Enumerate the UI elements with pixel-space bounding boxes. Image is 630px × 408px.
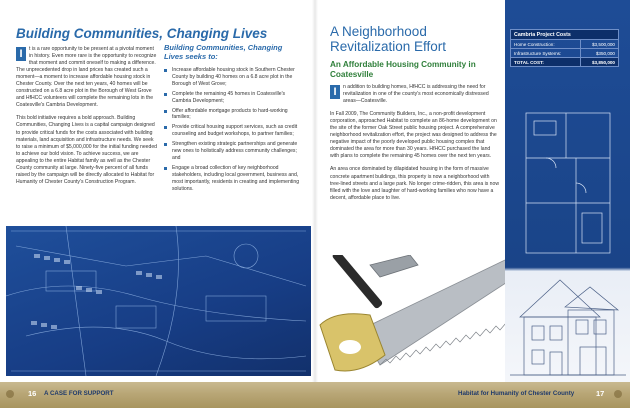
cost-label: Home Construction:: [511, 40, 581, 49]
right-para-3: An area once dominated by dilapidated housing in the form of massive concrete apartment buildings, this property is now a neighborhood with tree-lined streets and a large park. No longer crime-ridden, this area is now filled with the love and laughter of hard-working families who now have a decent, affordable place to live.: [330, 166, 500, 201]
costs-table-title: Cambria Project Costs: [511, 30, 619, 40]
left-footer-title: A CASE FOR SUPPORT: [44, 390, 114, 397]
table-row: [511, 49, 619, 58]
bullet-item: Engage a broad collection of key neighborhood stakeholders, including local government, business and, most importantly, residents in creating and implementing solutions.: [164, 165, 304, 193]
right-heading: A Neighborhood Revitalization Effort: [330, 24, 447, 54]
right-para-2: In Fall 2009, The Community Builders, Inc., a non-profit development corporation, approached Habitat to complete an 86-home development on the site of the former Oak Street public housing project. A comprehensive neighborhood revitalization effort, the project was designed to address the negative impact of the poorly developed public housing complex that dominated the area for more than 30 years. HfHCC purchased the land with plans to complete the remaining 45 homes over the next ten years.: [330, 111, 497, 160]
bullet-item: Increase affordable housing stock in Southern Chester County by building 40 homes on a 6.8 acre plot in the Borough of West Grove;: [164, 67, 304, 88]
right-dropcap: I: [330, 85, 340, 99]
floor-plan-image: [516, 103, 622, 263]
bullet-item: Complete the remaining 45 homes in Coatesville's Cambria Development;: [164, 91, 304, 105]
house-elevation-drawing: [510, 262, 626, 380]
right-subheading: An Affordable Housing Community in Coatesville: [330, 60, 476, 79]
sidebar-heading: Building Communities, Changing Lives seeks to:: [164, 43, 283, 61]
left-para-1-text: t is a rare opportunity to be present at a pivotal moment in history. Even more rare is the opportunity to recognize that moment and commit oneself to making a difference. The unprecedented drop in land prices has created such a moment—a moment to increase affordable housing stock in Chester County. Over the next ten years, 40 homes will be constructed on a 6.8 acre plot in the Borough of West Grove and HfHCC volunteers will complete the remaining lots in the Coatesville's Cambria Development.: [16, 46, 157, 109]
table-row-total: [511, 58, 619, 67]
hammer-head-icon: [370, 255, 418, 277]
total-amount: $3,850,000: [580, 58, 618, 67]
cost-amount: $350,000: [580, 49, 618, 58]
cost-amount: $3,500,000: [580, 40, 618, 49]
left-page-number: 16: [28, 388, 37, 398]
hammer-handle-icon: [331, 255, 383, 309]
left-body: [16, 46, 158, 192]
total-label: TOTAL COST:: [511, 58, 581, 67]
project-costs-table: [510, 29, 619, 67]
wood-knot-icon: [6, 390, 14, 398]
bullet-item: Strengthen existing strategic partnerships and generate new ones to holistically address community challenges; and: [164, 141, 304, 162]
footer-wood-bar: [0, 382, 630, 408]
left-para-1: [16, 46, 158, 109]
right-page-number: 17: [596, 388, 605, 398]
left-para-2: This bold initiative requires a bold approach. Building Communities, Changing Lives is a capital campaign designed to provide critical funds for the costs associated with building materials, land acquisition and infrastructure needs. We seek to raise a minimum of $5,000,000 for the initial funding needed to achieve our bold vision. To achieve success, we are appealing to the entire Habitat family as well as the Chester County community at large. Ninety-five percent of all funds raised by the campaign will be directly allocated to Habitat for Humanity of Chester County's Construction Program.: [16, 115, 158, 185]
right-body: [330, 84, 500, 208]
bullet-item: Offer affordable mortgage products to hard-working families;: [164, 108, 304, 122]
left-heading: Building Communities, Changing Lives: [16, 26, 268, 41]
sidebar-bullet-list: [164, 67, 304, 196]
left-dropcap: I: [16, 47, 26, 61]
right-footer-title: Habitat for Humanity of Chester County: [458, 390, 575, 397]
wood-knot-icon: [614, 390, 622, 398]
right-para-1-text: n addition to building homes, HfHCC is addressing the need for revitalization in one of the county's most economically distressed areas—Coatesville.: [343, 84, 489, 105]
table-row: [511, 40, 619, 49]
right-para-1: [330, 84, 500, 105]
cost-label: Infrastructure Systems:: [511, 49, 581, 58]
bullet-item: Provide critical housing support services, such as credit counseling and budget workshops, to partner families;: [164, 124, 304, 138]
hammer-and-saw-image: [300, 255, 525, 382]
blueprint-site-plan-image: [6, 226, 311, 376]
